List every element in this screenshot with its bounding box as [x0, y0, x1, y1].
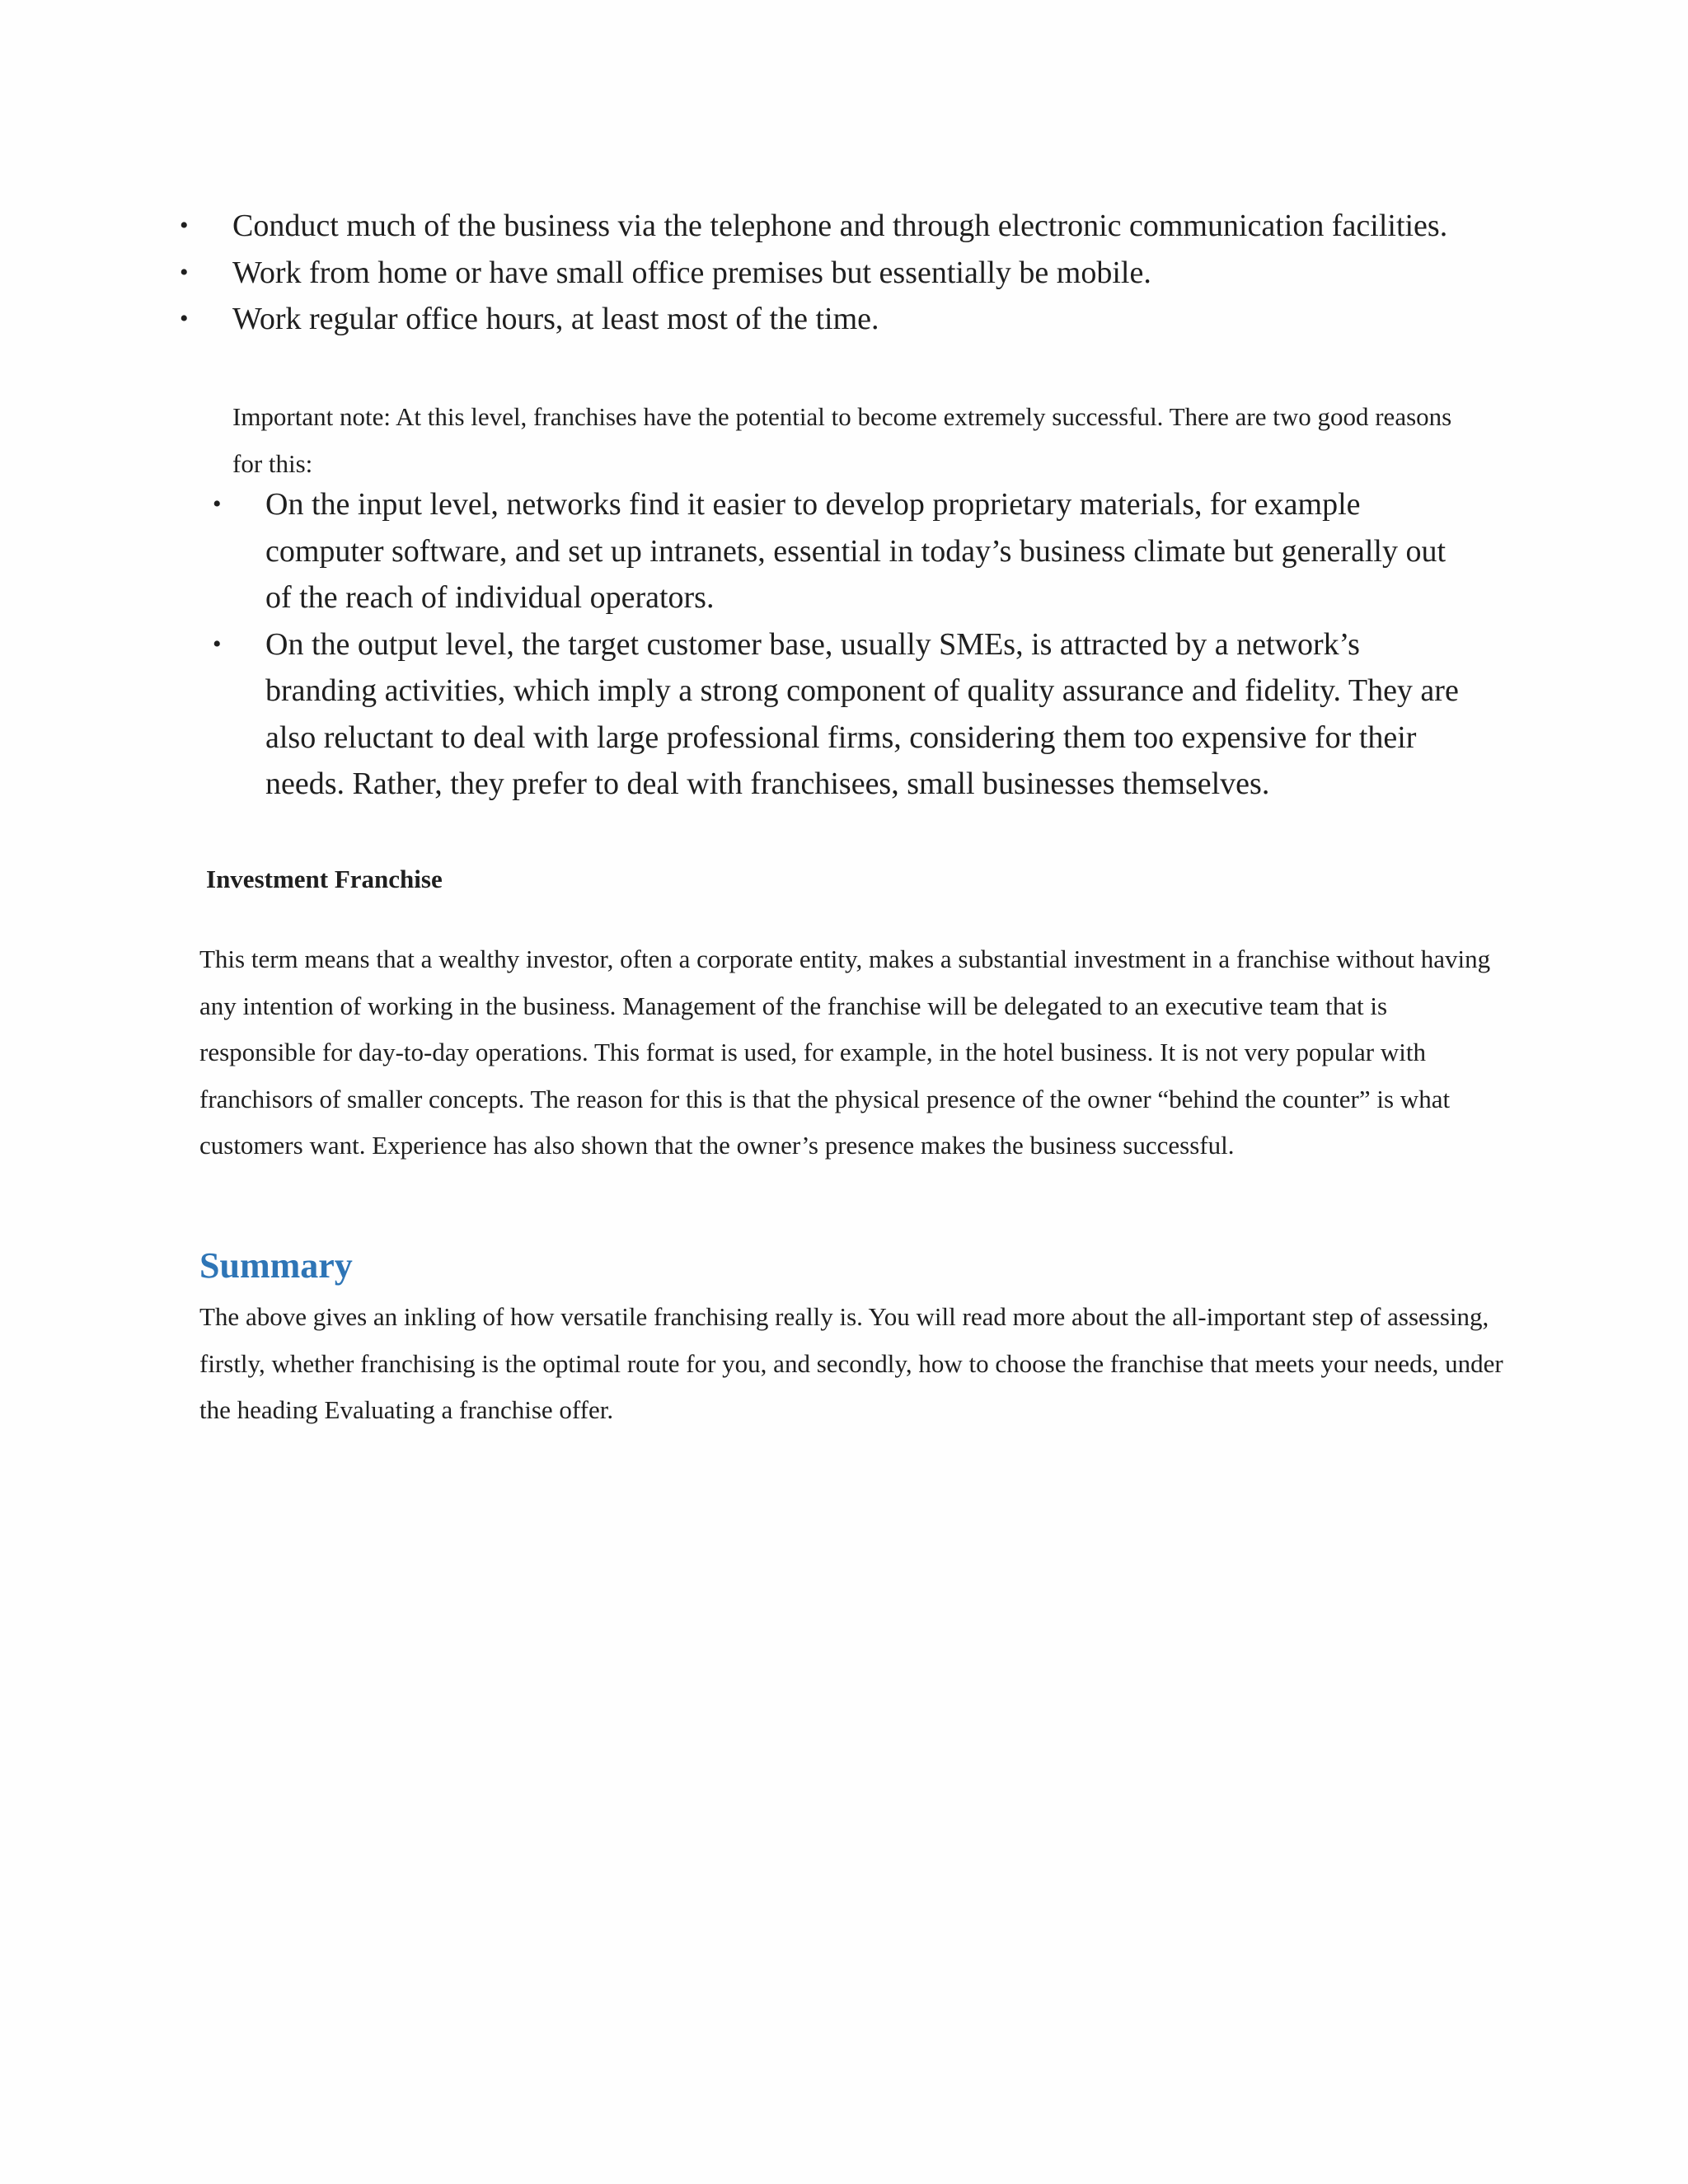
important-note: Important note: At this level, franchises have the potential to become extremely successful. There are two good reasons for this:: [232, 402, 1452, 478]
summary-paragraph: The above gives an inkling of how versatile franchising really is. You will read more about the all-important step of assessing, firstly, whether franchising is the optimal route for you, and secondly, how to choose the franchise that meets your needs, under the heading Evaluating a franchise offer.: [199, 1302, 1503, 1424]
bullet-icon: •: [213, 490, 222, 518]
list-item: [206, 621, 1459, 808]
list-item-text: Conduct much of the business via the telephone and through electronic communication facilities.: [232, 209, 1448, 243]
reasons-list: [206, 481, 1459, 808]
list-item: [206, 481, 1459, 621]
bullet-icon: •: [180, 212, 189, 239]
investment-franchise-paragraph: This term means that a wealthy investor, often a corporate entity, makes a substantial investment in a franchise without having any intention of working in the business. Management of the franchise will be delegated to an executive team that is responsible for day-to-day operations. This format is used, for example, in the hotel business. It is not very popular with franchisors of smaller concepts. The reason for this is that the physical presence of the owner “behind the counter” is what customers want. Experience has also shown that the owner’s presence makes the business successful.: [199, 944, 1491, 1160]
list-item: [173, 296, 1492, 343]
list-item: [173, 203, 1492, 250]
investment-franchise-title: Investment Franchise: [206, 865, 443, 893]
list-item-text: Work regular office hours, at least most of the time.: [232, 302, 879, 336]
list-item-text: On the input level, networks find it easier to develop proprietary materials, for example computer software, and set up intranets, essential in today’s business climate but generally out of the reach of individual operators.: [265, 487, 1447, 615]
summary-heading: Summary: [199, 1245, 353, 1286]
bullet-icon: •: [180, 258, 189, 286]
bullet-icon: •: [180, 305, 189, 332]
bullet-icon: •: [213, 630, 222, 658]
requirements-list: [173, 203, 1492, 343]
list-item: [173, 250, 1492, 297]
list-item-text: Work from home or have small office premises but essentially be mobile.: [232, 255, 1151, 290]
list-item-text: On the output level, the target customer base, usually SMEs, is attracted by a network’s branding activities, which imply a strong component of quality assurance and fidelity. They are also reluctant to deal with large professional firms, considering them too expensive for their needs. Rather, they prefer to deal with franchisees, small businesses themselves.: [265, 626, 1459, 801]
